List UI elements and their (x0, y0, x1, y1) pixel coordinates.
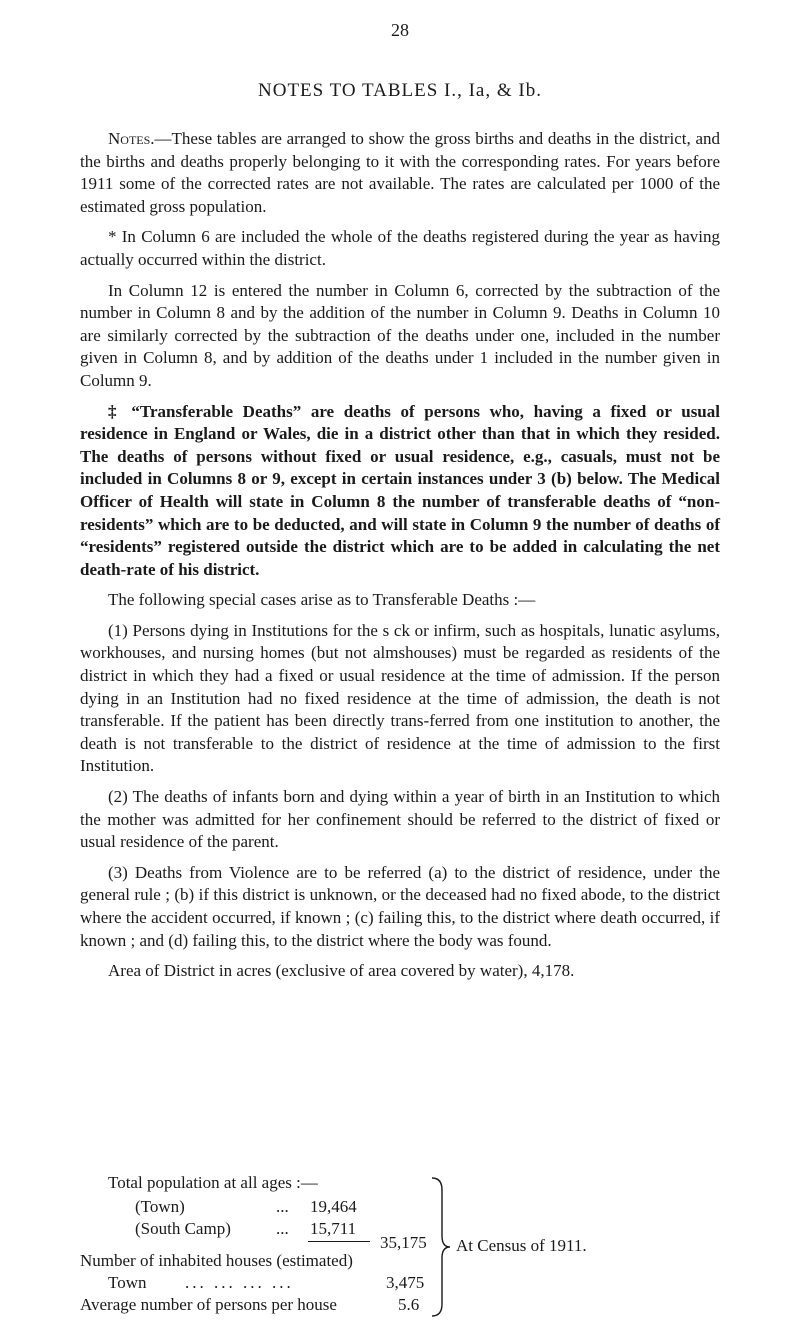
census-brace (430, 1176, 454, 1318)
population-heading: Total population at all ages :— (108, 1173, 318, 1192)
sum-rule (308, 1241, 370, 1242)
average-persons-value: 5.6 (398, 1295, 420, 1314)
notes-body (80, 128, 720, 991)
special-case-infants: (2) The deaths of infants born and dying within a year of birth in an Institution to which the mother was admitted for her confinement should be referred to the district of fixed or usual residence of the parent. (80, 787, 720, 852)
column-6-note: * In Column 6 are included the whole of the deaths registered during the year as having actually occurred within the district. (80, 227, 720, 269)
page-number: 28 (391, 20, 409, 40)
town-dots: ... (276, 1197, 289, 1216)
page-title: NOTES TO TABLES I., Ia, & Ib. (258, 80, 542, 101)
notes-intro-text: —These tables are arranged to show the gross births and deaths in the district, and the births and deaths properly belonging to it with the corresponding rates. For years before 1911 some of the corrected rates are not available. The rates are calculated per 1000 of the estimated gross population. (80, 129, 720, 216)
town-population: 19,464 (310, 1197, 357, 1216)
average-persons-label: Average number of persons per house (80, 1295, 337, 1314)
town-label: (Town) (135, 1197, 185, 1216)
special-case-violence: (3) Deaths from Violence are to be referred (a) to the district of residence, under the general rule ; (b) if this district is unknown, or the deceased had no fixed abode, to the district where the accident occurred, if known ; (c) failing this, to the district where death occurred, if known ; and (d) failing this, to the district where the body was found. (80, 862, 720, 950)
census-note: At Census of 1911. (456, 1236, 587, 1255)
south-camp-population: 15,711 (310, 1219, 357, 1238)
notes-lead: Notes. (108, 129, 155, 148)
notes-paragraph-intro (80, 128, 720, 218)
south-camp-label: (South Camp) (135, 1219, 231, 1238)
houses-town-label: Town (108, 1273, 147, 1292)
inhabited-houses-label: Number of inhabited houses (estimated) (80, 1251, 353, 1270)
houses-town-dots: ... ... ... ... (185, 1273, 294, 1292)
area-of-district: Area of District in acres (exclusive of area covered by water), 4,178. (108, 961, 575, 981)
transferable-deaths-note: ‡ “Transferable Deaths” are deaths of persons who, having a fixed or usual residence in England or Wales, die in a district other than that in which they resided. The deaths of persons without fixed or usual residence, e.g., casuals, must not be included in Columns 8 or 9, except in certain instances under 3 (b) below. The Medical Officer of Health will state in Column 8 the number of transferable deaths of “non-residents” which are to be deducted, and will state in Column 9 the number of deaths of “residents” registered outside the district which are to be added in calculating the net death-rate of his district. (80, 401, 720, 579)
south-camp-dots: ... (276, 1219, 289, 1238)
houses-town-value: 3,475 (386, 1273, 425, 1292)
special-case-institutions: (1) Persons dying in Institutions for the s ck or infirm, such as hospitals, lunatic asylums, workhouses, and nursing homes (but not almshouses) must be regarded as residents of the district in which they had a fixed or usual residence at the time of admission. If the person dying in an Institution had no fixed residence at the time of admission, the death is not transferable. If the patient has been directly trans-ferred from one institution to another, the death is not transferable to the district of residence at the time of admission to the first Institution. (80, 620, 720, 776)
total-population: 35,175 (380, 1233, 427, 1252)
column-12-note: In Column 12 is entered the number in Column 6, corrected by the subtraction of the number in Column 8 and by the addition of the number in Column 9. Deaths in Column 10 are similarly corrected by the subtraction of the deaths under one, included in the number given in Column 8, and by addition of the deaths under 1 included in the number given in Column 9. (80, 280, 720, 390)
special-cases-intro: The following special cases arise as to Transferable Deaths :— (108, 590, 536, 610)
